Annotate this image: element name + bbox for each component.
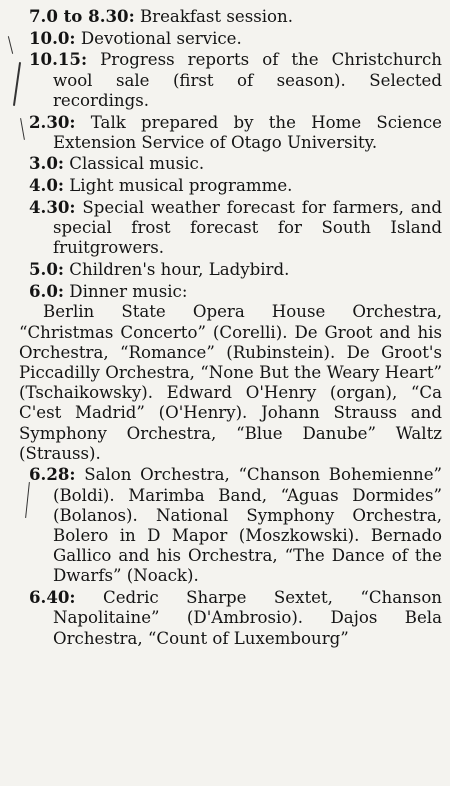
programme-entry-classical (29, 153, 442, 174)
programme-entry-light-music (29, 175, 442, 196)
entry-text: Progress reports of the Christchurch wool sale (first of season). Selected recordings. (53, 50, 442, 110)
programme-entry-home-science-talk (29, 112, 442, 153)
entry-text: Light musical programme. (64, 176, 293, 196)
entry-time: 10.0: (29, 27, 76, 48)
margin-pencil-mark (13, 62, 21, 106)
programme-entry-breakfast (29, 6, 442, 27)
margin-pencil-mark (20, 118, 25, 140)
entry-time: 6.40: (29, 587, 76, 608)
entry-text: Devotional service. (75, 28, 242, 48)
dinner-music-listing: Berlin State Opera House Orchestra, “Christmas Concerto” (Corelli). De Groot and his Orchestra, “Romance” (Rubinstein). De Groot's Piccadilly Orchestra, “None But the Weary Heart” (Tschaikowsky). Edward O'Henry (organ), “Ca C'est Madrid” (O'Henry). Johann Strauss and Symphony Orchestra, “Blue Danube” Waltz (Strauss). (19, 302, 442, 463)
programme-entry-childrens-hour (29, 259, 442, 280)
entry-text: Salon Orchestra, “Chanson Bohemienne” (Boldi). Marimba Band, “Aguas Dormides” (Bolanos). National Symphony Orchestra, Bolero in D Mapor (Moszkowski). Bernado Gallico and his Orchestra, “The Dance of the Dwarfs” (Noack). (53, 465, 442, 586)
entry-time: 7.0 to 8.30: (29, 6, 135, 26)
entry-text: Talk prepared by the Home Science Extension Service of Otago University. (53, 112, 442, 152)
programme-entry-wool-sale (29, 49, 442, 111)
entry-text: Dinner music: (64, 281, 188, 301)
programme-entry-devotional (29, 28, 442, 49)
entry-text: Breakfast session. (134, 7, 293, 26)
entry-time: 6.28: (29, 464, 76, 485)
entry-time: 3.0: (29, 153, 64, 174)
entry-text: Children's hour, Ladybird. (64, 259, 290, 279)
entry-time: 6.0: (29, 280, 64, 301)
entry-time: 4.0: (29, 175, 64, 196)
programme-entry-sextet (29, 587, 442, 649)
entry-text: Cedric Sharpe Sextet, “Chanson Napolitaine” (D'Ambrosio). Dajos Bela Orchestra, “Count of Luxembourg” (53, 588, 442, 648)
entry-time: 4.30: (29, 196, 76, 217)
entry-time: 5.0: (29, 258, 64, 279)
programme-entry-dinner-music (29, 281, 442, 302)
entry-time: 10.15: (29, 49, 88, 70)
programme-entry-salon-orchestra (29, 464, 442, 586)
margin-pencil-mark (8, 36, 13, 54)
entry-time: 2.30: (29, 111, 76, 132)
entry-text: Classical music. (64, 154, 205, 174)
entry-text: Special weather forecast for farmers, and special frost forecast for South Island fruitgrowers. (53, 197, 442, 258)
programme-entry-weather-forecast (29, 197, 442, 259)
